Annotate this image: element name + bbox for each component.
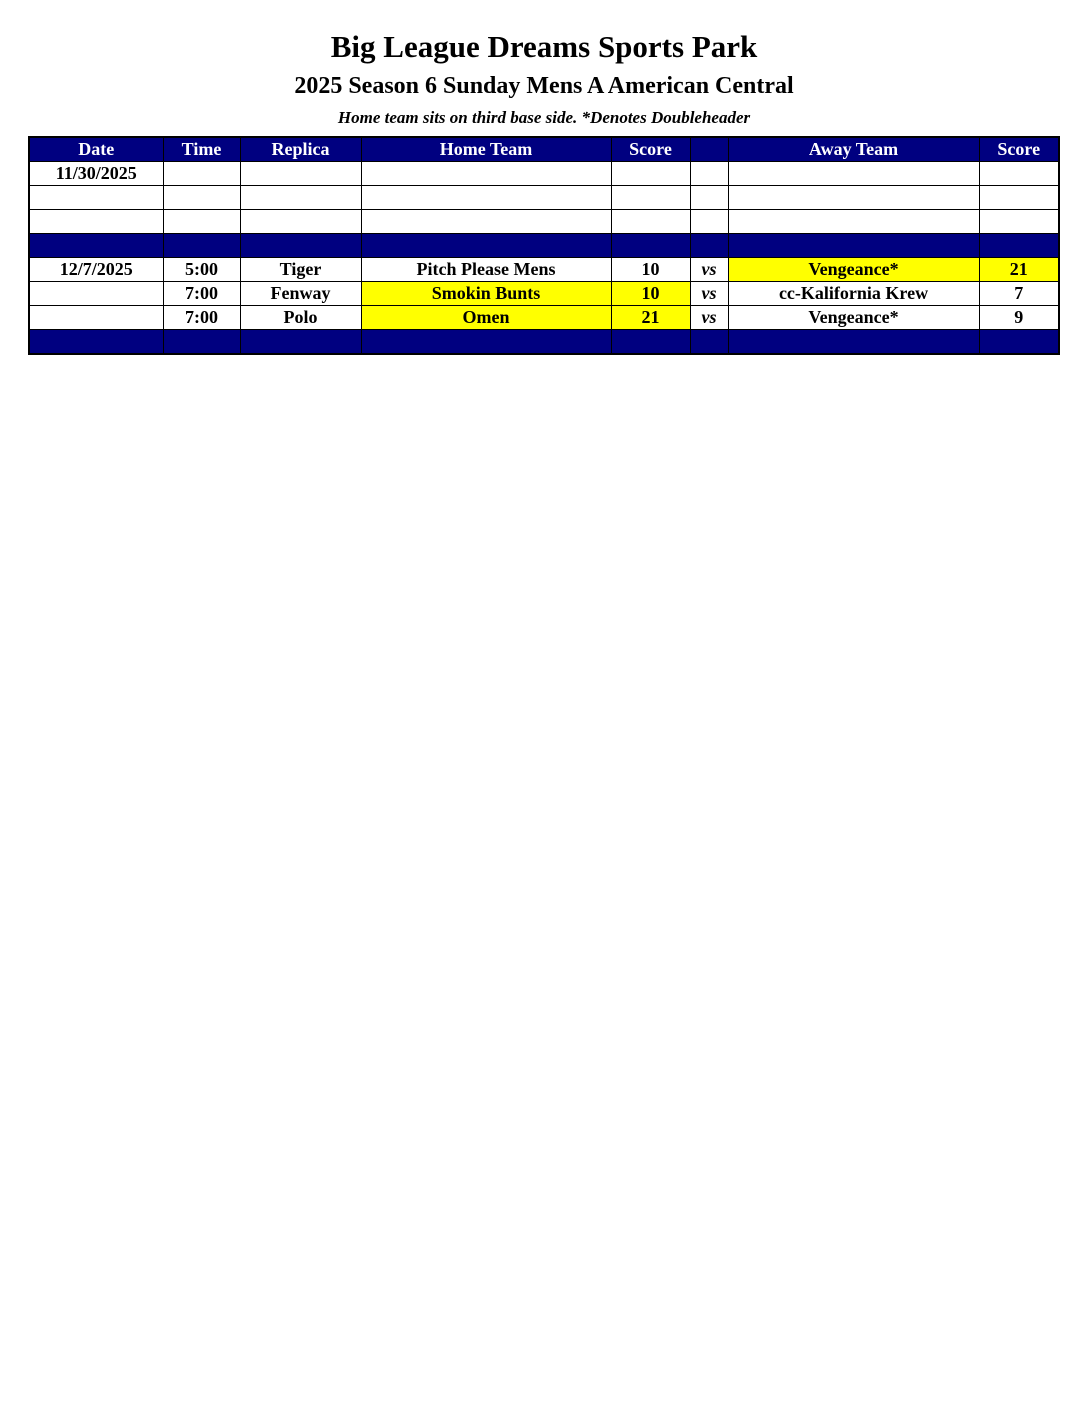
date-cell xyxy=(29,282,163,306)
table-row xyxy=(29,306,1059,330)
home-score-cell: 10 xyxy=(611,282,690,306)
header-row xyxy=(29,137,1059,162)
column-header-away-score: Score xyxy=(979,137,1059,162)
vs-cell xyxy=(690,162,728,186)
vs-cell: vs xyxy=(690,306,728,330)
time-cell xyxy=(163,186,240,210)
away-score-cell xyxy=(979,210,1059,234)
time-cell: 7:00 xyxy=(163,282,240,306)
away-team-cell: Vengeance* xyxy=(728,306,979,330)
home-score-cell: 10 xyxy=(611,258,690,282)
home-score-cell xyxy=(611,162,690,186)
table-row xyxy=(29,162,1059,186)
away-team-cell: cc-Kalifornia Krew xyxy=(728,282,979,306)
schedule-table xyxy=(28,136,1060,355)
vs-cell: vs xyxy=(690,258,728,282)
away-score-cell xyxy=(979,186,1059,210)
column-header-home-score: Score xyxy=(611,137,690,162)
date-cell: 12/7/2025 xyxy=(29,258,163,282)
home-score-cell xyxy=(611,186,690,210)
column-header-date: Date xyxy=(29,137,163,162)
away-score-cell: 21 xyxy=(979,258,1059,282)
separator-band xyxy=(29,234,1059,258)
schedule-note: Home team sits on third base side. *Denotes Doubleheader xyxy=(337,108,751,127)
home-team-cell xyxy=(361,186,611,210)
away-score-cell: 9 xyxy=(979,306,1059,330)
replica-cell xyxy=(240,210,361,234)
replica-cell: Fenway xyxy=(240,282,361,306)
replica-cell: Polo xyxy=(240,306,361,330)
date-cell xyxy=(29,186,163,210)
home-team-cell xyxy=(361,210,611,234)
time-cell xyxy=(163,210,240,234)
page-title: Big League Dreams Sports Park xyxy=(330,29,758,64)
table-row xyxy=(29,282,1059,306)
replica-cell xyxy=(240,162,361,186)
vs-cell: vs xyxy=(690,282,728,306)
column-header-home-team: Home Team xyxy=(361,137,611,162)
table-row xyxy=(29,258,1059,282)
column-header-time: Time xyxy=(163,137,240,162)
separator-band xyxy=(29,330,1059,355)
league-subtitle: 2025 Season 6 Sunday Mens A American Central xyxy=(294,73,794,99)
away-team-cell: Vengeance* xyxy=(728,258,979,282)
home-score-cell xyxy=(611,210,690,234)
away-team-cell xyxy=(728,186,979,210)
replica-cell xyxy=(240,186,361,210)
away-score-cell: 7 xyxy=(979,282,1059,306)
away-team-cell xyxy=(728,162,979,186)
date-cell xyxy=(29,306,163,330)
home-team-cell: Omen xyxy=(361,306,611,330)
table-row xyxy=(29,210,1059,234)
away-score-cell xyxy=(979,162,1059,186)
table-row xyxy=(29,186,1059,210)
vs-cell xyxy=(690,186,728,210)
away-team-cell xyxy=(728,210,979,234)
date-cell xyxy=(29,210,163,234)
time-cell: 7:00 xyxy=(163,306,240,330)
home-team-cell: Pitch Please Mens xyxy=(361,258,611,282)
replica-cell: Tiger xyxy=(240,258,361,282)
date-cell: 11/30/2025 xyxy=(29,162,163,186)
home-score-cell: 21 xyxy=(611,306,690,330)
time-cell: 5:00 xyxy=(163,258,240,282)
time-cell xyxy=(163,162,240,186)
column-header-vs xyxy=(690,137,728,162)
column-header-away-team: Away Team xyxy=(728,137,979,162)
vs-cell xyxy=(690,210,728,234)
home-team-cell: Smokin Bunts xyxy=(361,282,611,306)
column-header-replica: Replica xyxy=(240,137,361,162)
home-team-cell xyxy=(361,162,611,186)
